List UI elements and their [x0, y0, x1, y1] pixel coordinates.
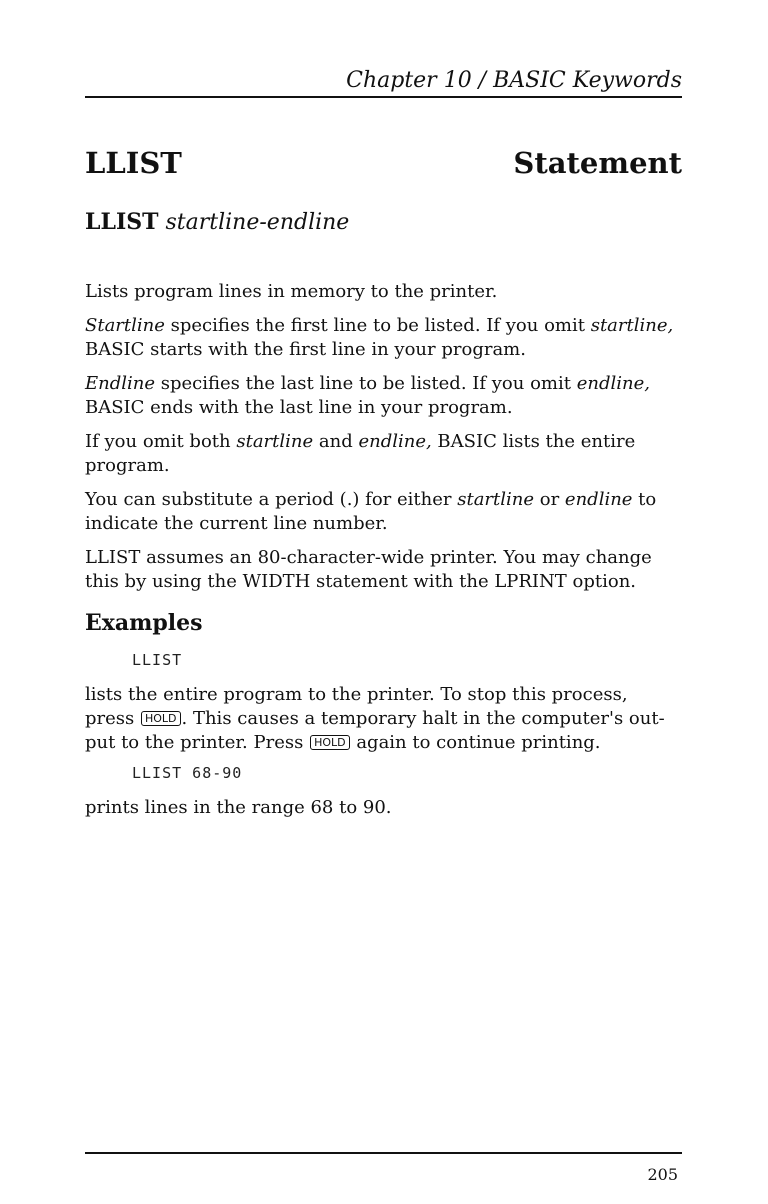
paragraph-omit-both	[85, 430, 682, 478]
text-span: specifies the last line to be listed. If you omit	[155, 373, 577, 394]
term-startline: startline	[236, 431, 314, 452]
text-span: You can substitute a period (.) for either	[85, 489, 458, 510]
manual-page	[85, 0, 682, 1204]
paragraph-line: LLIST assumes an 80-character-wide printer. You may change	[85, 547, 652, 568]
term-endline: endline,	[576, 373, 650, 394]
example-1-description	[85, 683, 682, 755]
paragraph-line: lists the entire program to the printer. To stop this process,	[85, 684, 628, 705]
term-startline: Startline	[85, 315, 165, 336]
term-endline: Endline	[85, 373, 156, 394]
paragraph-width	[85, 546, 682, 594]
text-span: press	[85, 708, 140, 729]
paragraph-line	[85, 707, 682, 731]
paragraph-line	[85, 372, 682, 396]
paragraph-line	[85, 314, 682, 338]
keyword-kind: Statement	[513, 146, 682, 180]
text-span: . This causes a temporary halt in the computer's out-	[181, 708, 665, 729]
paragraph-line: this by using the WIDTH statement with the LPRINT option.	[85, 571, 637, 592]
header-rule	[85, 96, 682, 98]
running-header: Chapter 10 / BASIC Keywords	[346, 68, 682, 93]
code-example-2: LLIST 68-90	[132, 764, 243, 782]
term-startline: startline,	[590, 315, 674, 336]
paragraph-line: prints lines in the range 68 to 90.	[85, 797, 392, 818]
text-span: If you omit both	[85, 431, 237, 452]
term-startline: startline	[457, 489, 535, 510]
term-endline: endline,	[358, 431, 432, 452]
paragraph-line: BASIC starts with the first line in your program.	[85, 339, 526, 360]
text-span: specifies the first line to be listed. If you omit	[164, 315, 591, 336]
syntax-line	[85, 209, 349, 235]
text-span: or	[534, 489, 565, 510]
term-endline: endline	[564, 489, 633, 510]
paragraph-line: program.	[85, 455, 170, 476]
paragraph-line: BASIC ends with the last line in your program.	[85, 397, 513, 418]
paragraph-startline	[85, 314, 682, 362]
example-2-description	[85, 796, 682, 820]
text-span: again to continue printing.	[350, 732, 601, 753]
examples-heading: Examples	[85, 610, 203, 636]
keyword-title: LLIST	[85, 146, 182, 180]
footer-rule	[85, 1152, 682, 1154]
code-example-1: LLIST	[132, 651, 183, 669]
paragraph-line: Lists program lines in memory to the printer.	[85, 281, 498, 302]
text-span: and	[313, 431, 359, 452]
text-span: put to the printer. Press	[85, 732, 310, 753]
text-span: BASIC lists the entire	[431, 431, 636, 452]
paragraph-line: indicate the current line number.	[85, 513, 388, 534]
hold-key-icon: HOLD	[141, 711, 181, 726]
paragraph-line	[85, 430, 682, 454]
syntax-keyword: LLIST	[85, 209, 159, 235]
hold-key-icon: HOLD	[310, 735, 350, 750]
text-span: to	[632, 489, 657, 510]
page-number: 205	[647, 1165, 678, 1184]
syntax-args: startline-endline	[165, 210, 350, 235]
paragraph-line	[85, 488, 682, 512]
paragraph-period	[85, 488, 682, 536]
paragraph-endline	[85, 372, 682, 420]
paragraph-description	[85, 280, 682, 304]
paragraph-line	[85, 731, 682, 755]
